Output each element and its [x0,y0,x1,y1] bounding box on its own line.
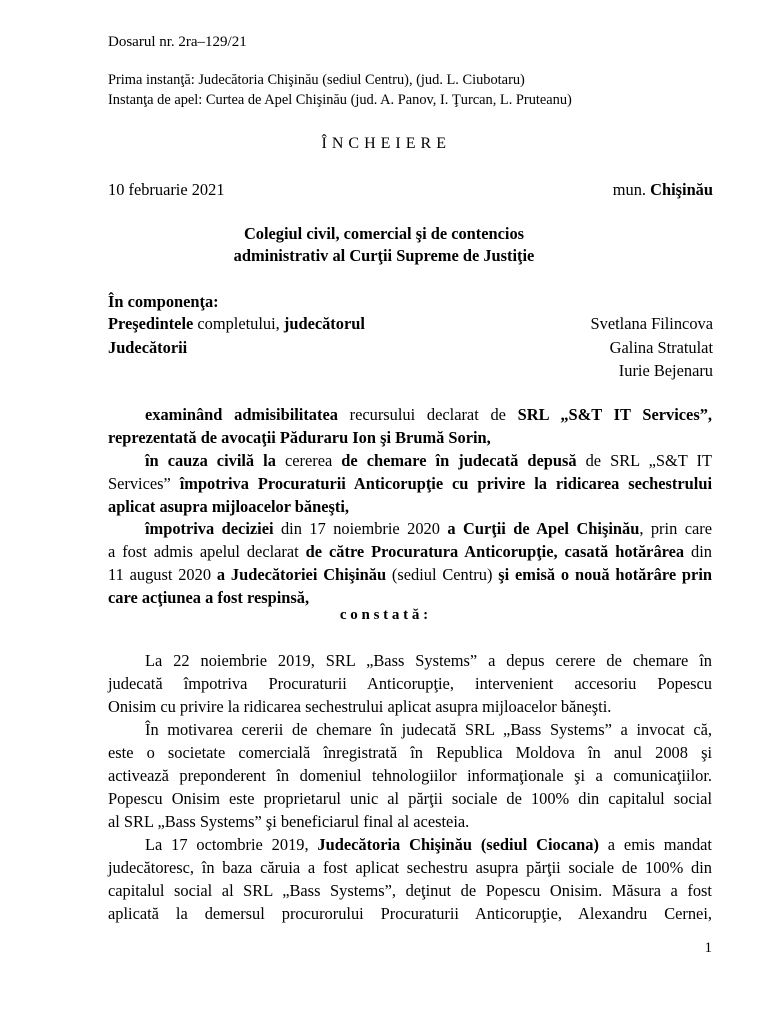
judge-1-name: Galina Stratulat [609,338,713,357]
intro-text: 11 august 2020 [108,565,217,584]
document-title: Î N C H E I E R E [321,135,447,152]
judge-2-name: Iurie Bejenaru [618,361,713,380]
body-p3-line-2: judecătoresc, în baza căruia a fost aplicat sechestru asupra părţii sociale de 100% din [108,858,712,877]
body-p2-line-3: activează preponderent în domeniul tehnologiilor informaţionale şi a comunicaţiilor. [108,766,712,785]
intro-text: în cauza civilă la [145,451,276,470]
intro-text: de chemare în judecată depusă [341,451,577,470]
body-text: La 17 octombrie 2019, [145,835,318,854]
body-p2-line-5: al SRL „Bass Systems” şi beneficiarul final al acesteia. [108,812,470,831]
constata-heading: c o n s t a t ă : [339,607,429,623]
body-text: Popescu Onisim este proprietarul unic al [108,789,409,808]
body-text: Judecătoria Chişinău (sediul Ciocana) [317,835,599,854]
body-p3-line-3: capitalul social al SRL „Bass Systems”, deţinut de Popescu Onisim. Măsura a fost [108,881,712,900]
president-label [108,314,365,334]
first-instance: Prima instanţă: Judecătoria Chişinău (sediul Centru), (jud. L. Ciubotaru) [108,72,525,88]
intro-text: cererea [275,451,342,470]
body-p1-line-3: Onisim cu privire la ridicarea sechestrului aplicat asupra mijloacelor băneşti. [108,697,612,716]
intro-text: Services” [108,474,180,493]
intro-text: de SRL „S&T IT [576,451,712,470]
intro-line-1 [145,404,712,426]
intro-text: împotriva Procuraturii Anticorupţie cu privire la ridicarea sechestrului [179,474,712,493]
intro-line-8 [108,564,712,586]
body-p2-line-2: este o societate comercială înregistrată în Republica Moldova în anul 2008 şi [108,743,712,762]
body-p2-line-1: În motivarea cererii de chemare în judecată SRL „Bass Systems” a invocat că, [145,720,712,739]
intro-text: a Judecătoriei Chişinău [216,565,387,584]
intro-line-4 [108,473,712,495]
intro-text: , prin care [639,519,713,538]
document-place [613,180,713,200]
intro-text: împotriva deciziei [145,519,274,538]
body-p3-line-4: aplicată la demersul procurorului Procuraturii Anticorupţie, Alexandru Cernei, [108,904,712,923]
intro-line-3 [145,450,712,472]
body-text: a emis mandat [598,835,712,854]
case-number: Dosarul nr. 2ra–129/21 [108,34,247,50]
document-date: 10 februarie 2021 [108,180,225,199]
composition-heading: În componenţa: [108,292,219,311]
appeal-instance: Instanţa de apel: Curtea de Apel Chişinău (jud. A. Panov, I. Ţurcan, L. Pruteanu) [108,92,572,108]
body-p2-line-4 [108,788,712,810]
place-city: Chişinău [650,180,713,199]
judge-word: judecătorul [283,314,365,333]
intro-line-6 [145,518,712,540]
intro-text: de către Procuratura Anticorupţie, casată hotărârea [305,542,685,561]
body-p1-line-1: La 22 noiembrie 2019, SRL „Bass Systems” a depus cerere de chemare în [145,651,712,670]
intro-text: recursului declarat de [337,405,518,424]
intro-line-7 [108,541,712,563]
body-p3-line-1 [145,834,712,856]
court-line-1: Colegiul civil, comercial şi de contencios [243,224,525,243]
intro-text: şi emisă o nouă hotărâre prin [498,565,712,584]
intro-text: a fost admis apelul declarat [108,542,306,561]
panel-word: completului, [193,314,284,333]
intro-text: a Curţii de Apel Chişinău [447,519,640,538]
body-text: i sociale de 100% din capitalul social [438,789,712,808]
intro-text: examinând admisibilitatea [145,405,338,424]
president-word: Preşedintele [108,314,194,333]
intro-line-2: reprezentată de avocaţii Păduraru Ion şi Brumă Sorin, [108,428,491,447]
intro-text: SRL „S&T IT Services”, [517,405,712,424]
body-p1-line-2: judecată împotriva Procuraturii Anticorupţie, intervenient accesoriu Popescu [108,674,712,693]
intro-line-5: aplicat asupra mijloacelor băneşti, [108,497,349,516]
page-number: 1 [704,940,712,956]
intro-line-9: care acţiunea a fost respinsă, [108,588,310,607]
body-text: părţi [408,789,439,808]
judges-label: Judecătorii [108,338,188,357]
president-name: Svetlana Filincova [590,314,713,333]
place-prefix: mun. [612,180,647,199]
intro-text: (sediul Centru) [386,565,499,584]
court-line-2: administrativ al Curţii Supreme de Justiţie [233,246,535,265]
intro-text: din [684,542,712,561]
intro-text: din 17 noiembrie 2020 [273,519,448,538]
